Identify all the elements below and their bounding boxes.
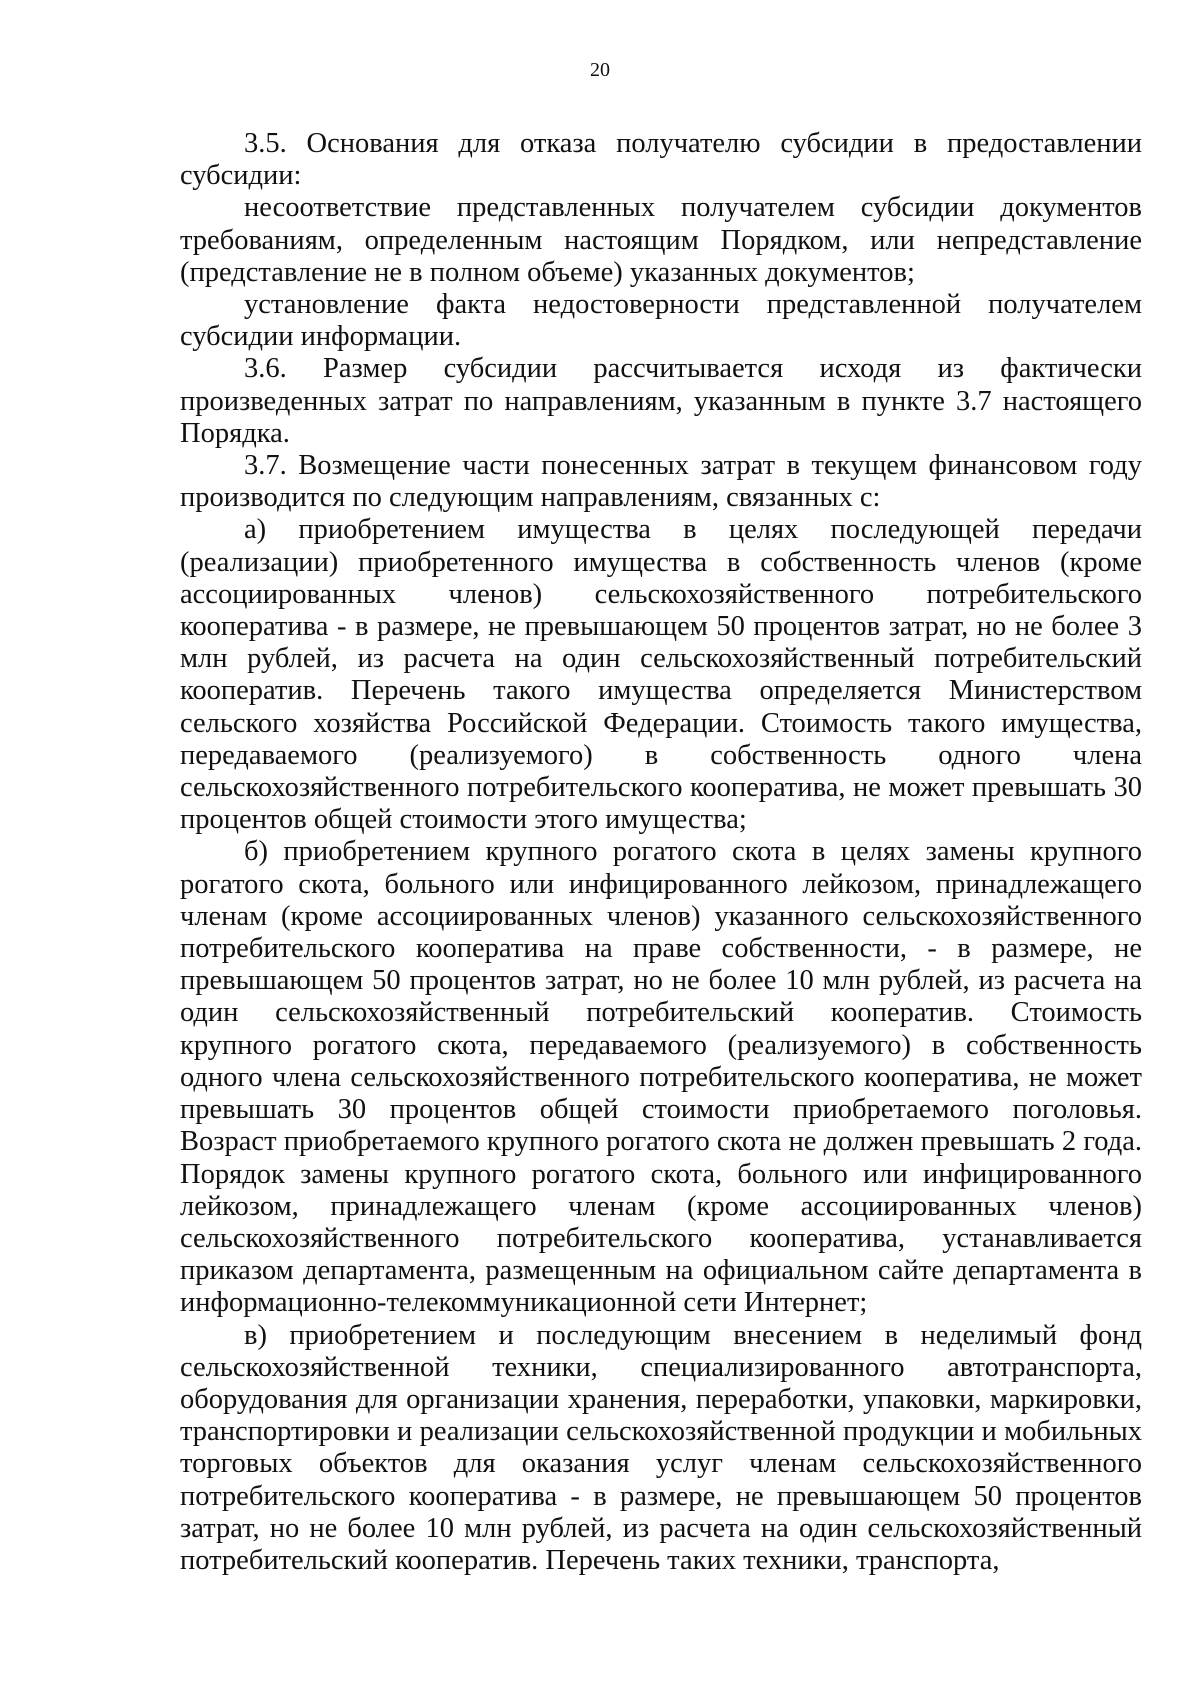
paragraph-3-7: 3.7. Возмещение части понесенных затрат в текущем финансовом году производится по следующим направлениям, связанных с: xyxy=(180,450,1142,514)
paragraph-3-6: 3.6. Размер субсидии рассчитывается исходя из фактически произведенных затрат по направлениям, указанным в пункте 3.7 настоящего Порядка. xyxy=(180,353,1142,449)
paragraph-nonconformity: несоответствие представленных получателем субсидии документов требованиям, определенным настоящим Порядком, или непредставление (представление не в полном объеме) указанных документов; xyxy=(180,192,1142,288)
document-body xyxy=(180,128,1142,1577)
paragraph-item-v: в) приобретением и последующим внесением в неделимый фонд сельскохозяйственной техники, специализированного автотранспорта, оборудования для организации хранения, переработки, упаковки, маркировки, транспортировки и реализации сельскохозяйственной продукции и мобильных торговых объектов для оказания услуг членам сельскохозяйственного потребительского кооператива - в размере, не превышающем 50 процентов затрат, но не более 10 млн рублей, из расчета на один сельскохозяйственный потребительский кооператив. Перечень таких техники, транспорта, xyxy=(180,1319,1142,1576)
paragraph-3-5: 3.5. Основания для отказа получателю субсидии в предоставлении субсидии: xyxy=(180,128,1142,192)
paragraph-unreliable-info: установление факта недостоверности представленной получателем субсидии информации. xyxy=(180,289,1142,353)
paragraph-item-a: а) приобретением имущества в целях последующей передачи (реализации) приобретенного имущества в собственность членов (кроме ассоциированных членов) сельскохозяйственного потребительского кооператива - в размере, не превышающем 50 процентов затрат, но не более 3 млн рублей, из расчета на один сельскохозяйственный потребительский кооператив. Перечень такого имущества определяется Министерством сельского хозяйства Российской Федерации. Стоимость такого имущества, передаваемого (реализуемого) в собственность одного члена сельскохозяйственного потребительского кооператива, не может превышать 30 процентов общей стоимости этого имущества; xyxy=(180,514,1142,836)
page-number: 20 xyxy=(590,59,610,81)
paragraph-item-b: б) приобретением крупного рогатого скота в целях замены крупного рогатого скота, больного или инфицированного лейкозом, принадлежащего членам (кроме ассоциированных членов) указанного сельскохозяйственного потребительского кооператива на праве собственности, - в размере, не превышающем 50 процентов затрат, но не более 10 млн рублей, из расчета на один сельскохозяйственный потребительский кооператив. Стоимость крупного рогатого скота, передаваемого (реализуемого) в собственность одного члена сельскохозяйственного потребительского кооператива, не может превышать 30 процентов общей стоимости приобретаемого поголовья. Возраст приобретаемого крупного рогатого скота не должен превышать 2 года. Порядок замены крупного рогатого скота, больного или инфицированного лейкозом, принадлежащего членам (кроме ассоциированных членов) сельскохозяйственного потребительского кооператива, устанавливается приказом департамента, размещенным на официальном сайте департамента в информационно-телекоммуникационной сети Интернет; xyxy=(180,836,1142,1319)
